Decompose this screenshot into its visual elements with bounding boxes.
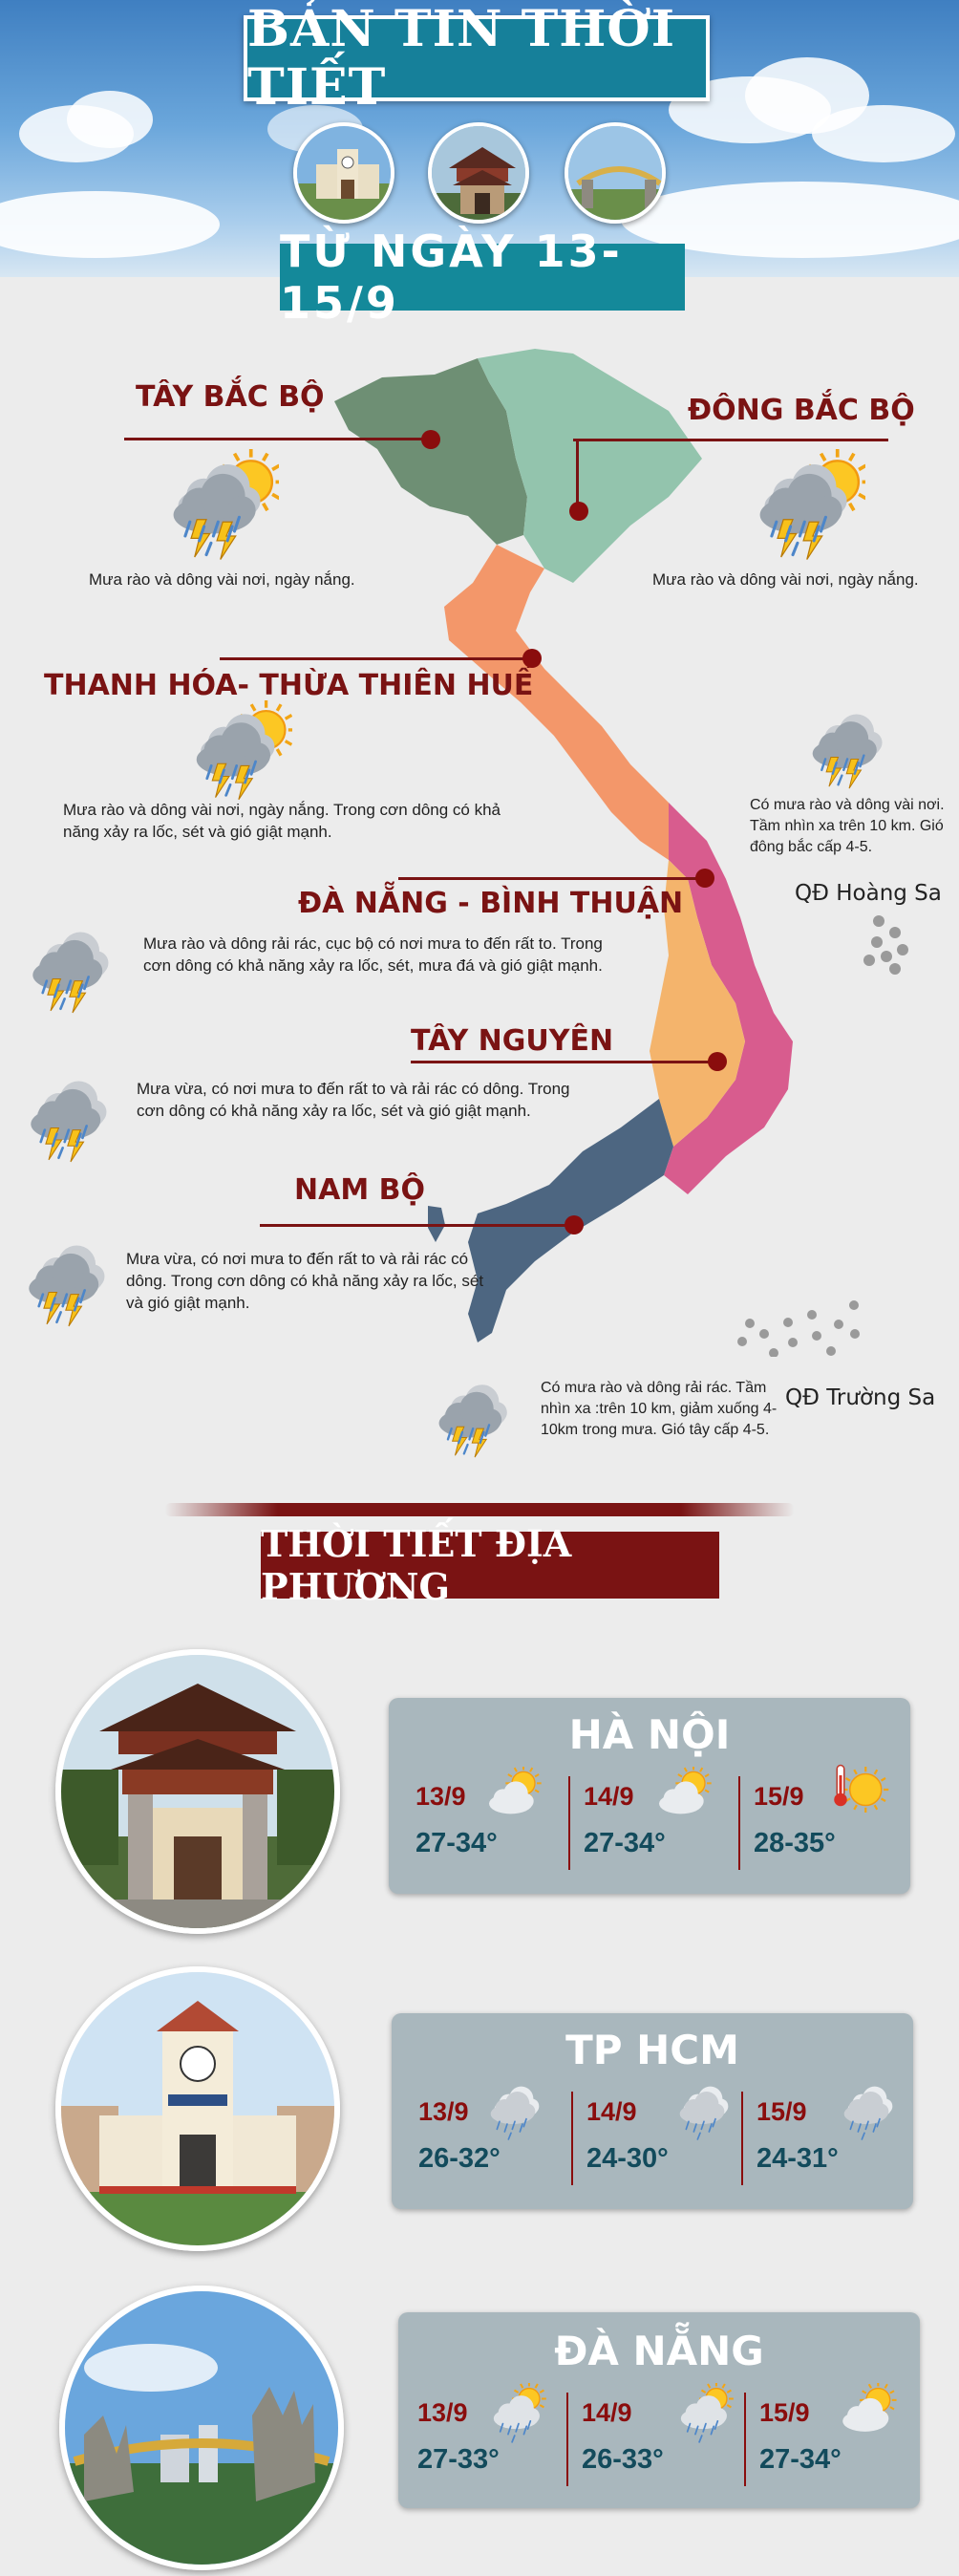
region-desc-tay-bac: Mưa rào và dông vài nơi, ngày nắng. xyxy=(89,570,355,589)
forecast-day xyxy=(417,2383,589,2486)
city-name-ha-noi: HÀ NỘI xyxy=(568,1711,731,1758)
forecast-date: 15/9 xyxy=(754,1782,804,1811)
city-card-tp-hcm xyxy=(392,2013,913,2209)
forecast-temp: 28-35° xyxy=(754,1828,836,1858)
hoang-sa-dots xyxy=(863,915,908,975)
region-label-tay-bac: TÂY BẮC BỘ xyxy=(136,380,325,414)
forecast-temp: 27-33° xyxy=(417,2444,500,2475)
region-label-nam-bo: NAM BỘ xyxy=(294,1173,425,1207)
forecast-date: 15/9 xyxy=(759,2398,810,2427)
forecast-day xyxy=(418,2082,590,2185)
region-marker-dong-bac xyxy=(569,502,588,521)
forecast-day xyxy=(759,2383,931,2486)
region-line-dong-bac xyxy=(573,439,888,441)
forecast-day xyxy=(582,2383,754,2486)
date-range-box xyxy=(280,225,685,329)
forecast-date: 13/9 xyxy=(417,2398,468,2427)
region-desc-thanh-hoa-hue: Mưa rào và dông vài nơi, ngày nắng. Trong cơn dông có khả năng xảy ra lốc, sét và gió giật mạnh. xyxy=(63,801,501,841)
forecast-temp: 27-34° xyxy=(416,1828,498,1858)
region-marker-da-nang-binh-thuan xyxy=(695,869,714,888)
header-photo-market xyxy=(293,122,394,224)
forecast-day xyxy=(754,1767,926,1870)
forecast-separator xyxy=(566,2393,568,2486)
region-marker-tay-bac xyxy=(421,430,440,449)
forecast-date: 15/9 xyxy=(757,2097,807,2126)
city-photo-tp-hcm xyxy=(55,1966,340,2251)
thunderstorm-icon xyxy=(434,1373,518,1464)
region-marker-nam-bo xyxy=(565,1215,584,1234)
truong-sa-desc: Có mưa rào và dông rải rác. Tầm nhìn xa :trên 10 km, giảm xuống 4-10km trong mưa. Gió tây cấp 4-5. xyxy=(541,1380,778,1438)
region-line-da-nang-binh-thuan xyxy=(398,877,714,880)
forecast-temp: 26-33° xyxy=(582,2444,664,2475)
date-range: TỪ NGÀY 13-15/9 xyxy=(280,225,623,329)
city-name-tp-hcm: TP HCM xyxy=(565,2027,739,2073)
hoang-sa-label: QĐ Hoàng Sa xyxy=(795,881,942,906)
thunderstorm-icon xyxy=(27,919,120,1020)
forecast-day xyxy=(757,2082,928,2185)
sun-cloud-icon xyxy=(650,1767,717,1833)
city-card-ha-noi xyxy=(389,1698,910,1894)
region-label-da-nang-binh-thuan: ĐÀ NẴNG - BÌNH THUẬN xyxy=(298,887,684,920)
rain-cloud-icon xyxy=(483,2082,550,2148)
forecast-date: 13/9 xyxy=(416,1782,466,1811)
region-desc-da-nang-binh-thuan: Mưa rào và dông rải rác, cục bộ có nơi mưa to đến rất to. Trong cơn dông có khả năng xảy ra lốc, sét, mưa đá và gió giật mạnh. xyxy=(143,934,603,975)
storm-sun-icon xyxy=(751,449,865,567)
hoang-sa-desc: Có mưa rào và dông vài nơi. Tầm nhìn xa trên 10 km. Gió đông bắc cấp 4-5. xyxy=(750,797,945,855)
thunderstorm-icon xyxy=(25,1068,118,1169)
storm-sun-icon xyxy=(187,700,292,806)
header-photo-temple xyxy=(428,122,529,224)
storm-sun-icon xyxy=(164,449,279,567)
forecast-temp: 27-34° xyxy=(584,1828,666,1858)
region-line-tay-nguyen xyxy=(411,1061,726,1063)
region-marker-thanh-hoa-hue xyxy=(522,649,542,668)
region-label-tay-nguyen: TÂY NGUYÊN xyxy=(411,1024,614,1058)
section-divider xyxy=(164,1503,795,1516)
city-name-da-nang: ĐÀ NẴNG xyxy=(554,2328,764,2374)
truong-sa-dots xyxy=(737,1300,860,1357)
hot-sun-thermometer-icon xyxy=(826,1761,895,1835)
region-label-thanh-hoa-hue: THANH HÓA- THỪA THIÊN HUẾ xyxy=(44,669,534,702)
sun-cloud-icon xyxy=(480,1767,547,1833)
header-photo-bridge xyxy=(565,122,666,224)
page-title: BẢN TIN THỜI TIẾT xyxy=(247,0,676,117)
forecast-separator xyxy=(568,1776,570,1870)
forecast-separator xyxy=(741,2092,743,2185)
region-desc-tay-nguyen: Mưa vừa, có nơi mưa to đến rất to và rải rác có dông. Trong cơn dông có khả năng xảy ra lốc, sét và gió giật mạnh. xyxy=(137,1080,570,1120)
thunderstorm-icon xyxy=(807,702,893,795)
region-line-thanh-hoa-hue xyxy=(220,657,535,660)
forecast-date: 14/9 xyxy=(586,2097,637,2126)
forecast-day xyxy=(586,2082,758,2185)
truong-sa-label: QĐ Trường Sa xyxy=(785,1385,936,1410)
forecast-temp: 24-30° xyxy=(586,2143,669,2174)
forecast-separator xyxy=(744,2393,746,2486)
local-weather-title: THỜI TIẾT ĐỊA PHƯƠNG xyxy=(261,1522,572,1608)
region-desc-dong-bac: Mưa rào và dông vài nơi, ngày nắng. xyxy=(652,570,919,589)
region-vline-dong-bac xyxy=(576,439,579,504)
forecast-date: 14/9 xyxy=(584,1782,634,1811)
sun-cloud-icon xyxy=(834,2383,903,2451)
forecast-date: 14/9 xyxy=(582,2398,632,2427)
forecast-separator xyxy=(738,1776,740,1870)
forecast-separator xyxy=(571,2092,573,2185)
forecast-temp: 27-34° xyxy=(759,2444,842,2475)
forecast-day xyxy=(584,1767,756,1870)
forecast-date: 13/9 xyxy=(418,2097,469,2126)
rain-cloud-icon xyxy=(672,2082,739,2148)
region-label-dong-bac: ĐÔNG BẮC BỘ xyxy=(688,394,915,427)
forecast-day xyxy=(416,1767,587,1870)
region-line-nam-bo xyxy=(260,1224,575,1227)
sun-rain-cloud-icon xyxy=(486,2383,555,2451)
forecast-temp: 26-32° xyxy=(418,2143,501,2174)
city-photo-ha-noi xyxy=(55,1649,340,1934)
thunderstorm-icon xyxy=(23,1233,117,1333)
rain-cloud-icon xyxy=(837,2082,904,2148)
page-title-box xyxy=(244,0,710,117)
city-card-da-nang xyxy=(398,2312,920,2508)
region-desc-nam-bo: Mưa vừa, có nơi mưa to đến rất to và rải rác có dông. Trong cơn dông có khả năng xảy ra lốc, sét và gió giật mạnh. xyxy=(126,1250,484,1312)
sun-rain-cloud-icon xyxy=(673,2383,742,2451)
city-photo-da-nang xyxy=(59,2286,344,2570)
region-marker-tay-nguyen xyxy=(708,1052,727,1071)
forecast-temp: 24-31° xyxy=(757,2143,839,2174)
region-line-tay-bac xyxy=(124,438,430,440)
local-weather-title-box xyxy=(261,1522,719,1608)
